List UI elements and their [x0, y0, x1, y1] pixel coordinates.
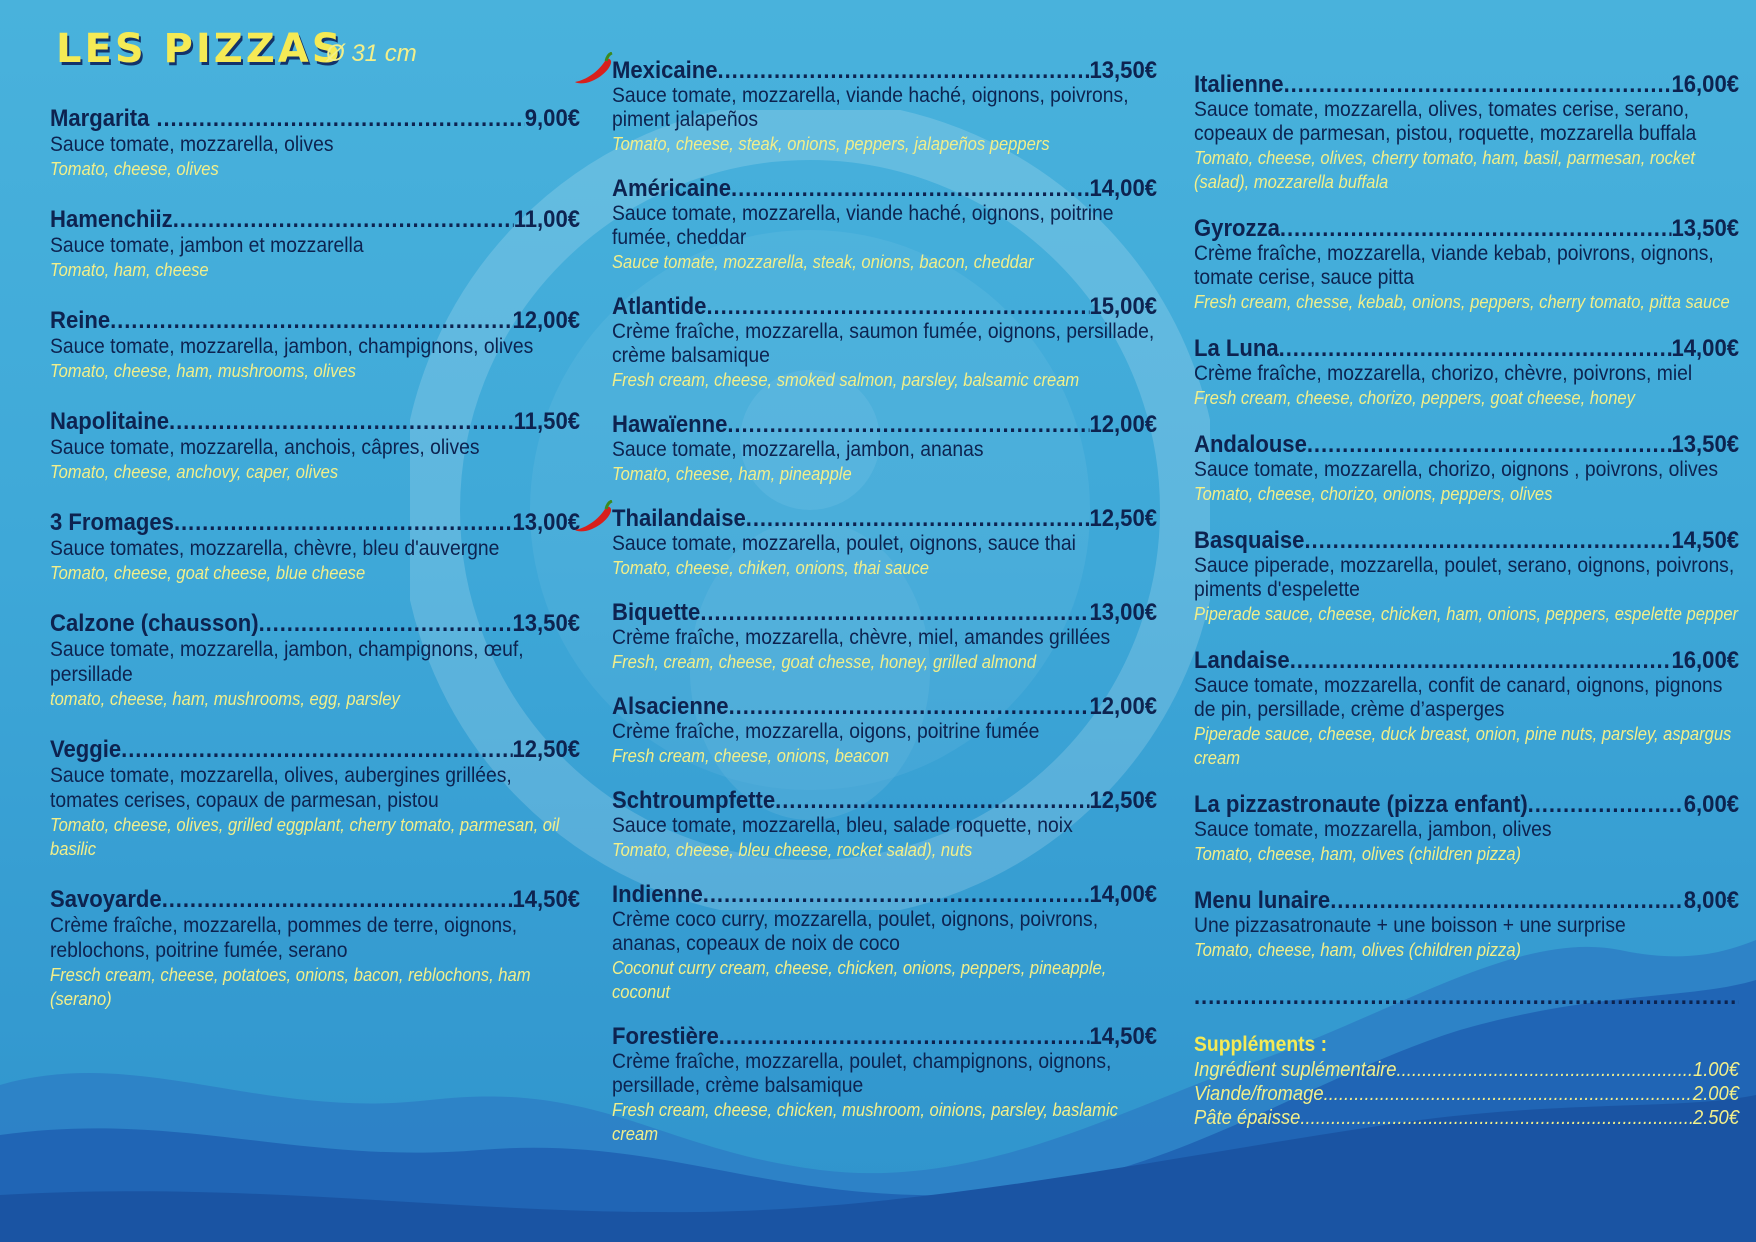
- item-price: 15,00€: [1089, 293, 1158, 320]
- item-price: 6,00€: [1683, 791, 1740, 818]
- item-description: Sauce tomate, mozzarella, chorizo, oignons , poivrons, olives: [1194, 458, 1719, 481]
- item-english: Tomato, cheese, anchovy, caper, olives: [50, 462, 339, 482]
- item-description: Une pizzasatronaute + une boisson + une surprise: [1194, 914, 1626, 937]
- item-name: Schtroumpfette: [612, 787, 776, 814]
- item-price: 13,50€: [1671, 431, 1740, 458]
- item-description: Sauce tomate, mozzarella, olives, aubergines grillées, tomates cerises, copaux de parmesan, pistou: [50, 764, 512, 812]
- item-price: 13,50€: [1089, 57, 1158, 84]
- item-name: Gyrozza: [1194, 215, 1280, 242]
- item-price: 11,50€: [513, 408, 581, 435]
- supplement-line: [1194, 1082, 1739, 1106]
- menu-item: [50, 106, 580, 181]
- item-english: Tomato, cheese, goat cheese, blue cheese: [50, 563, 366, 583]
- leader-dots: [1528, 792, 1684, 818]
- item-description: Sauce tomate, mozzarella, jambon, champignons, œuf, persillade: [50, 638, 524, 686]
- leader-dots: [1284, 72, 1672, 98]
- leader-dots: [1300, 1106, 1693, 1130]
- menu-item: [1194, 984, 1739, 1010]
- leader-dots: [1279, 336, 1672, 362]
- item-name: Thailandaise: [612, 505, 746, 532]
- item-description: Crème fraîche, mozzarella, oigons, poitrine fumée: [612, 720, 1040, 743]
- item-english: Tomato, cheese, olives: [50, 159, 219, 179]
- menu-column-1: [50, 106, 580, 1037]
- leader-dots: [259, 611, 513, 637]
- supplement-price: 2.00€: [1692, 1083, 1740, 1105]
- supplement-label: Pâte épaisse: [1194, 1107, 1301, 1129]
- supplement-label: Ingrédient suplémentaire: [1194, 1059, 1397, 1081]
- supplement-line: [1194, 1058, 1739, 1082]
- leader-dots: [727, 412, 1089, 438]
- leader-dots: [1194, 984, 1739, 1010]
- item-description: Sauce piperade, mozzarella, poulet, serano, oignons, poivrons, piments d'espelette: [1194, 554, 1735, 601]
- item-name: Indienne: [612, 881, 703, 908]
- menu-item: [612, 1024, 1157, 1146]
- leader-dots: [718, 58, 1090, 84]
- item-name: Margarita …: [50, 105, 178, 132]
- item-description: Crème fraîche, mozzarella, chèvre, miel, amandes grillées: [612, 626, 1111, 649]
- leader-dots: [1290, 648, 1672, 674]
- item-english: Tomato, cheese, steak, onions, peppers, jalapeños peppers: [612, 134, 1050, 154]
- supplement-price: 1.00€: [1692, 1059, 1740, 1081]
- item-description: Sauce tomate, mozzarella, viande haché, oignons, poivrons, piment jalapeños: [612, 84, 1129, 131]
- menu-item: [50, 409, 580, 484]
- menu-item: [1194, 432, 1739, 506]
- item-description: Sauce tomates, mozzarella, chèvre, bleu d'auvergne: [50, 537, 500, 560]
- item-name: Américaine: [612, 175, 732, 202]
- menu-item: [612, 882, 1157, 1004]
- item-name: Basquaise: [1194, 527, 1305, 554]
- item-name: Italienne: [1194, 71, 1284, 98]
- leader-dots: [110, 308, 512, 334]
- item-price: 12,00€: [512, 307, 581, 334]
- leader-dots: [174, 510, 513, 536]
- supplement-line: [1194, 1106, 1739, 1130]
- leader-dots: [169, 409, 514, 435]
- item-price: 12,50€: [1089, 787, 1158, 814]
- item-description: Sauce tomate, mozzarella, jambon, champignons, olives: [50, 335, 534, 358]
- item-price: 8,00€: [1683, 887, 1740, 914]
- page-title: LES PIZZAS: [56, 26, 344, 72]
- item-price: 14,00€: [1671, 335, 1740, 362]
- item-description: Sauce tomate, mozzarella, anchois, câpres, olives: [50, 436, 480, 459]
- item-english: Tomato, cheese, bleu cheese, rocket salad), nuts: [612, 840, 973, 860]
- leader-dots: [1397, 1058, 1693, 1082]
- supplement-price: 2.50€: [1692, 1107, 1740, 1129]
- item-price: 14,50€: [1089, 1023, 1158, 1050]
- item-name: Calzone (chausson): [50, 610, 259, 637]
- item-price: 16,00€: [1671, 647, 1740, 674]
- item-description: Crème fraîche, mozzarella, viande kebab, poivrons, oignons, tomate cerise, sauce pitta: [1194, 242, 1714, 289]
- leader-dots: [1280, 216, 1672, 242]
- item-price: 14,50€: [512, 886, 581, 913]
- item-description: Sauce tomate, mozzarella, olives: [50, 133, 334, 156]
- item-name: Veggie: [50, 736, 122, 763]
- menu-item: [612, 176, 1157, 274]
- item-name: Alsacienne: [612, 693, 729, 720]
- item-english: Fresh cream, chesse, kebab, onions, peppers, cherry tomato, pitta sauce: [1194, 292, 1730, 312]
- menu-item: [1194, 792, 1739, 866]
- item-description: Crème fraîche, mozzarella, saumon fumée, oignons, persillade, crème balsamique: [612, 320, 1155, 367]
- item-price: 13,50€: [512, 610, 581, 637]
- menu-item: [1194, 528, 1739, 626]
- item-description: Sauce tomate, mozzarella, confit de canard, oignons, pignons de pin, persillade, crème d’asperges: [1194, 674, 1723, 721]
- item-name: Mexicaine: [612, 57, 718, 84]
- leader-dots: [1307, 432, 1672, 458]
- item-name: Savoyarde: [50, 886, 162, 913]
- item-english: Tomato, cheese, ham, olives (children pizza): [1194, 844, 1522, 864]
- item-english: Fresh cream, cheese, chorizo, peppers, goat cheese, honey: [1194, 388, 1635, 408]
- item-price: 14,50€: [1671, 527, 1740, 554]
- item-english: Tomato, cheese, olives, grilled eggplant, cherry tomato, parmesan, oil basilic: [50, 815, 560, 859]
- item-name: Hamenchiiz: [50, 206, 173, 233]
- item-price: 13,50€: [1671, 215, 1740, 242]
- item-description: Crème fraîche, mozzarella, poulet, champignons, oignons, persillade, crème balsamique: [612, 1050, 1112, 1097]
- item-english: Piperade sauce, cheese, chicken, ham, onions, peppers, espelette pepper: [1194, 604, 1739, 624]
- item-english: Coconut curry cream, cheese, chicken, onions, peppers, pineapple, coconut: [612, 958, 1107, 1002]
- item-english: tomato, cheese, ham, mushrooms, egg, parsley: [50, 689, 400, 709]
- item-english: Fresh cream, cheese, onions, beacon: [612, 746, 890, 766]
- leader-dots: [746, 506, 1090, 532]
- item-english: Tomato, cheese, ham, olives (children pizza): [1194, 940, 1522, 960]
- menu-item: [50, 207, 580, 282]
- leader-dots: [178, 106, 525, 132]
- menu-item: [50, 737, 580, 861]
- menu-column-3: [1194, 72, 1739, 1130]
- chili-pepper-icon: [572, 52, 614, 86]
- item-name: Menu lunaire: [1194, 887, 1331, 914]
- supplements-title: Suppléments :: [1194, 1033, 1328, 1056]
- menu-item: [1194, 336, 1739, 410]
- pizza-diameter: Ø 31 cm: [326, 40, 417, 67]
- item-name: Forestière: [612, 1023, 719, 1050]
- leader-dots: [121, 737, 512, 763]
- item-name: Hawaïenne: [612, 411, 728, 438]
- item-name: 3 Fromages: [50, 509, 174, 536]
- item-name: Andalouse: [1194, 431, 1307, 458]
- item-english: Piperade sauce, cheese, duck breast, onion, pine nuts, parsley, aspargus cream: [1194, 724, 1732, 768]
- item-name: Biquette: [612, 599, 701, 626]
- item-description: Crème fraîche, mozzarella, chorizo, chèvre, poivrons, miel: [1194, 362, 1693, 385]
- leader-dots: [729, 694, 1090, 720]
- item-english: Tomato, cheese, chiken, onions, thai sauce: [612, 558, 929, 578]
- menu-item: [612, 412, 1157, 486]
- item-description: Sauce tomate, mozzarella, bleu, salade roquette, noix: [612, 814, 1073, 837]
- item-name: Atlantide: [612, 293, 707, 320]
- item-english: Tomato, cheese, olives, cherry tomato, ham, basil, parmesan, rocket (salad), mozzarella buffala: [1194, 148, 1696, 192]
- menu-item: [612, 694, 1157, 768]
- item-description: Sauce tomate, jambon et mozzarella: [50, 234, 364, 257]
- item-price: 14,00€: [1089, 881, 1158, 908]
- item-description: Sauce tomate, mozzarella, olives, tomates cerise, serano, copeaux de parmesan, pistou, roquette, mozzarella buffala: [1194, 98, 1697, 145]
- item-price: 13,00€: [512, 509, 581, 536]
- menu-item: [612, 506, 1157, 580]
- item-name: Landaise: [1194, 647, 1290, 674]
- item-price: 12,50€: [512, 736, 581, 763]
- item-english: Fresh, cream, cheese, goat chesse, honey, grilled almond: [612, 652, 1037, 672]
- item-description: Crème fraîche, mozzarella, pommes de terre, oignons, reblochons, poitrine fumée, serano: [50, 914, 518, 962]
- menu-item: [1194, 216, 1739, 314]
- item-english: Tomato, cheese, chorizo, onions, peppers, olives: [1194, 484, 1553, 504]
- menu-item: [50, 510, 580, 585]
- leader-dots: [700, 600, 1089, 626]
- leader-dots: [173, 207, 514, 233]
- item-english: Tomato, cheese, ham, pineapple: [612, 464, 852, 484]
- item-description: Sauce tomate, mozzarella, jambon, olives: [1194, 818, 1552, 841]
- menu-item: [1194, 888, 1739, 962]
- item-price: 14,00€: [1089, 175, 1158, 202]
- item-price: 12,50€: [1089, 505, 1158, 532]
- menu-item: [50, 611, 580, 711]
- menu-item: [1194, 72, 1739, 194]
- menu-item: [612, 58, 1157, 156]
- item-price: 11,00€: [513, 206, 581, 233]
- leader-dots: [1330, 888, 1684, 914]
- leader-dots: [1304, 528, 1671, 554]
- menu-item: [612, 294, 1157, 392]
- chili-pepper-icon: [572, 500, 614, 534]
- leader-dots: [775, 788, 1089, 814]
- item-name: Reine: [50, 307, 111, 334]
- item-price: 9,00€: [524, 105, 581, 132]
- supplement-label: Viande/fromage: [1194, 1083, 1324, 1105]
- item-price: 12,00€: [1089, 693, 1158, 720]
- leader-dots: [162, 887, 513, 913]
- menu-item: [1194, 648, 1739, 770]
- leader-dots: [1324, 1082, 1693, 1106]
- item-name: Napolitaine: [50, 408, 170, 435]
- menu-item: [50, 887, 580, 1011]
- item-price: 13,00€: [1089, 599, 1158, 626]
- item-price: 12,00€: [1089, 411, 1158, 438]
- item-english: Sauce tomate, mozzarella, steak, onions, bacon, cheddar: [612, 252, 1034, 272]
- leader-dots: [719, 1024, 1090, 1050]
- leader-dots: [706, 294, 1089, 320]
- item-english: Fresch cream, cheese, potatoes, onions, bacon, reblochons, ham (serano): [50, 965, 531, 1009]
- leader-dots: [731, 176, 1089, 202]
- item-price: 16,00€: [1671, 71, 1740, 98]
- item-description: Sauce tomate, mozzarella, poulet, oignons, sauce thai: [612, 532, 1076, 555]
- item-description: Sauce tomate, mozzarella, jambon, ananas: [612, 438, 984, 461]
- item-name: La pizzastronaute (pizza enfant): [1194, 791, 1528, 818]
- item-description: Crème coco curry, mozzarella, poulet, oignons, poivrons, ananas, copeaux de noix de coco: [612, 908, 1099, 955]
- item-english: Fresh cream, cheese, smoked salmon, parsley, balsamic cream: [612, 370, 1080, 390]
- menu-item: [612, 788, 1157, 862]
- item-english: Tomato, cheese, ham, mushrooms, olives: [50, 361, 356, 381]
- item-description: Sauce tomate, mozzarella, viande haché, oignons, poitrine fumée, cheddar: [612, 202, 1114, 249]
- item-name: La Luna: [1194, 335, 1279, 362]
- item-english: Fresh cream, cheese, chicken, mushroom, oinions, parsley, baslamic cream: [612, 1100, 1118, 1144]
- menu-column-2: [612, 58, 1157, 1166]
- leader-dots: [703, 882, 1090, 908]
- item-english: Tomato, ham, cheese: [50, 260, 209, 280]
- menu-item: [612, 600, 1157, 674]
- menu-item: [50, 308, 580, 383]
- supplements-section: [1194, 1032, 1739, 1130]
